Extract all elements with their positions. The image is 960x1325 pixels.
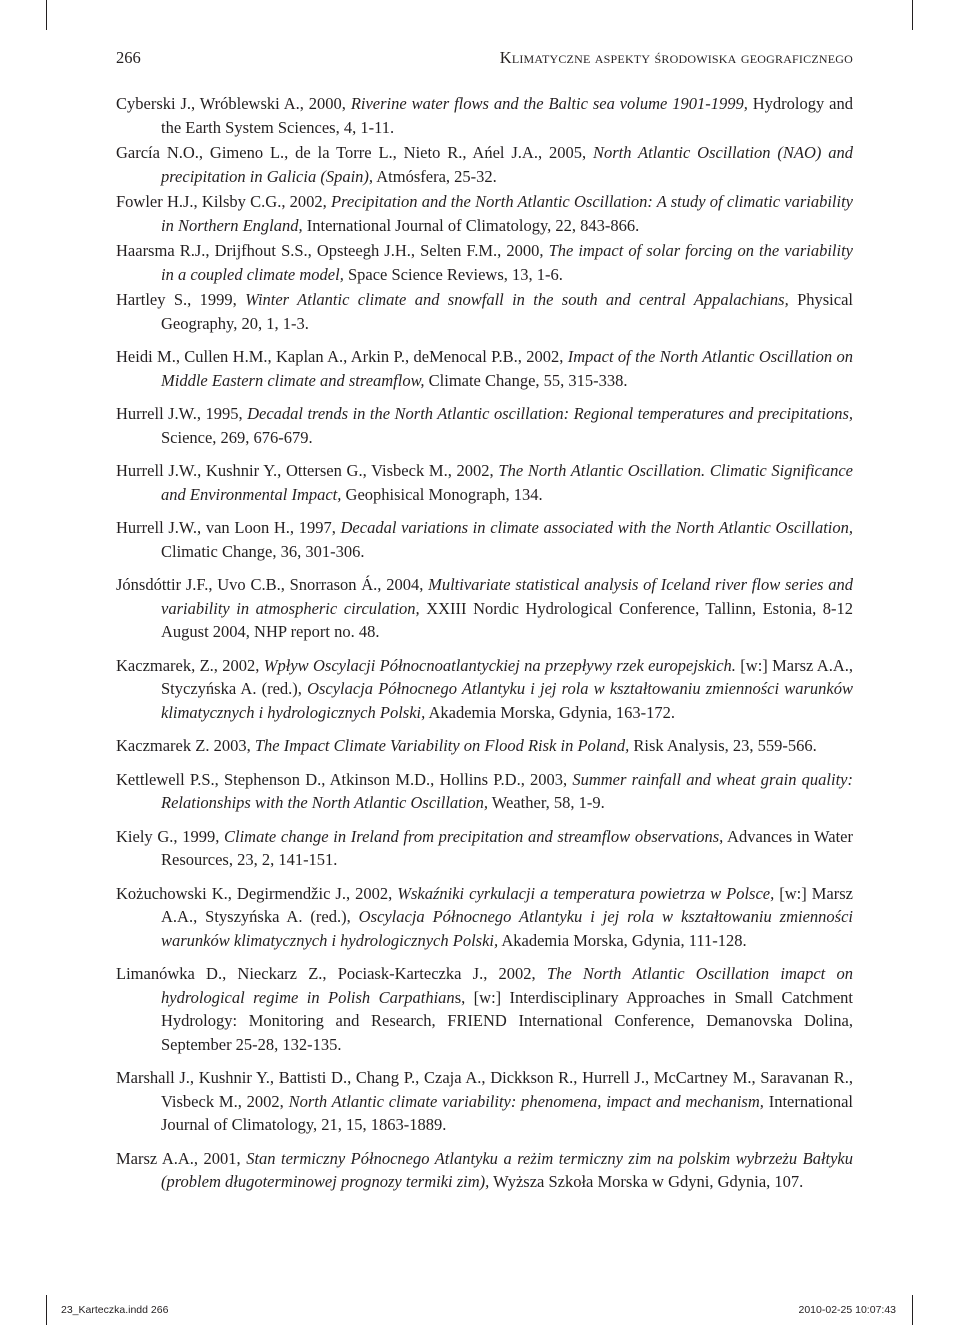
reference-title: Oscylacja Północnego Atlantyku i jej rola w kształtowaniu zmienności warunków klimatycznych i hydrologicznych Polski, bbox=[161, 907, 853, 950]
reference-title: Wskaźniki cyrkulacji a temperatura powietrza w Polsce, bbox=[397, 883, 775, 903]
reference-title: Summer rainfall and wheat grain quality: Relationships with the North Atlantic Oscillation, bbox=[161, 769, 854, 812]
reference-text: Akademia Morska, Gdynia, 111-128. bbox=[498, 930, 747, 950]
reference-title: Decadal variations in climate associated with the North Atlantic Oscillation, bbox=[340, 518, 853, 537]
reference-entry bbox=[116, 825, 853, 872]
reference-text: Hydrology and the Earth System Sciences, 4, 1-11. bbox=[161, 94, 853, 137]
reference-text: Geophisical Monograph, 134. bbox=[341, 484, 543, 504]
reference-text: Fowler H.J., Kilsby C.G., 2002, bbox=[116, 192, 332, 211]
running-title: Klimatyczne aspekty środowiska geograficznego bbox=[499, 48, 853, 67]
reference-entry bbox=[116, 345, 853, 392]
reference-title: Riverine water flows and the Baltic sea volume 1901-1999, bbox=[350, 94, 748, 113]
reference-text: Akademia Morska, Gdynia, 163-172. bbox=[425, 702, 675, 722]
reference-text: Cyberski J., Wróblewski A., 2000, bbox=[116, 94, 351, 113]
crop-mark-top-left bbox=[46, 0, 47, 30]
reference-text: Climatic Change, 36, 301-306. bbox=[161, 541, 365, 561]
reference-text: International Journal of Climatology, 21, 15, 1863-1889. bbox=[161, 1091, 853, 1134]
crop-mark-top-right bbox=[912, 0, 913, 30]
reference-text: Haarsma R.J., Drijfhout S.S., Opsteegh J.H., Selten F.M., 2000, bbox=[116, 241, 549, 260]
reference-entry bbox=[116, 288, 853, 335]
reference-text: Weather, 58, 1-9. bbox=[487, 793, 605, 812]
reference-entry bbox=[116, 962, 853, 1056]
reference-title: The North Atlantic Oscillation. Climatic Significance and Environmental Impact, bbox=[161, 461, 853, 504]
page-header bbox=[116, 44, 853, 72]
reference-title: The impact of solar forcing on the variability in a coupled climate model, bbox=[161, 241, 853, 284]
reference-text: García N.O., Gimeno L., de la Torre L., Nieto R., Ańel J.A., 2005, bbox=[116, 143, 593, 162]
reference-text: Space Science Reviews, 13, 1-6. bbox=[343, 264, 563, 284]
reference-text: International Journal of Climatology, 22, 843-866. bbox=[302, 215, 640, 235]
reference-entry bbox=[116, 239, 853, 286]
reference-entry bbox=[116, 459, 853, 506]
reference-title: Multivariate statistical analysis of Iceland river flow series and variability in atmospheric circulation, bbox=[161, 575, 853, 618]
reference-text: [w:] Marsz A.A., Styszyńska A. (red.), bbox=[161, 883, 853, 926]
print-footer bbox=[61, 1301, 896, 1319]
reference-text: Wyższa Szkoła Morska w Gdyni, Gdynia, 107. bbox=[489, 1172, 804, 1191]
reference-text: Science, 269, 676-679. bbox=[161, 427, 313, 447]
reference-title: Impact of the North Atlantic Oscillation on Middle Eastern climate and streamflow, bbox=[161, 347, 854, 390]
reference-title: Oscylacja Północnego Atlantyku i jej rola w kształtowaniu zmienności warunków klimatycznych i hydrologicznych Polski, bbox=[161, 679, 853, 722]
reference-title: Precipitation and the North Atlantic Oscillation: A study of climatic variability in Northern England, bbox=[161, 192, 853, 235]
reference-entry bbox=[116, 654, 853, 725]
reference-text: [w:] Marsz A.A., Styczyńska A. (red.), bbox=[161, 655, 853, 698]
reference-text: Kettlewell P.S., Stephenson D., Atkinson M.D., Hollins P.D., 2003, bbox=[116, 769, 573, 789]
reference-text: Hurrell J.W., van Loon H., 1997, bbox=[116, 518, 341, 537]
reference-entry bbox=[116, 882, 853, 953]
reference-text: Hartley S., 1999, bbox=[116, 290, 246, 309]
reference-title: North Atlantic Oscillation (NAO) and precipitation in Galicia (Spain), bbox=[161, 143, 853, 186]
reference-text: Atmósfera, 25-32. bbox=[373, 166, 497, 186]
reference-title: North Atlantic climate variability: phenomena, impact and mechanism, bbox=[288, 1091, 764, 1111]
reference-text: Kiely G., 1999, bbox=[116, 826, 224, 846]
reference-text: Kaczmarek Z. 2003, bbox=[116, 736, 255, 755]
reference-text: Risk Analysis, 23, 559-566. bbox=[629, 736, 817, 755]
reference-title: The North Atlantic Oscillation imapct on hydrological regime in Polish Carpathian bbox=[161, 964, 853, 1007]
reference-entry bbox=[116, 190, 853, 237]
reference-title: Decadal trends in the North Atlantic oscillation: Regional temperatures and precipitations, bbox=[247, 404, 853, 423]
reference-text: Marshall J., Kushnir Y., Battisti D., Chang P., Czaja A., Dickkson R., Hurrell J., McCartney M., Saravanan R., Visbeck M., 2002, bbox=[116, 1068, 853, 1111]
reference-entry bbox=[116, 1066, 853, 1137]
reference-entry bbox=[116, 516, 853, 563]
reference-text: Marsz A.A., 2001, bbox=[116, 1148, 247, 1168]
reference-text: s, [w:] Interdisciplinary Approaches in Small Catchment Hydrology: Monitoring and Research, FRIEND International Conference, Demanovska Dolina, September 25-28, 132-135. bbox=[161, 987, 853, 1054]
crop-mark-bottom-right bbox=[912, 1295, 913, 1325]
reference-title: The Impact Climate Variability on Flood Risk in Poland, bbox=[254, 736, 630, 755]
reference-text: Hurrell J.W., Kushnir Y., Ottersen G., Visbeck M., 2002, bbox=[116, 461, 499, 480]
reference-text: Kaczmarek, Z., 2002, bbox=[116, 655, 264, 675]
reference-entry bbox=[116, 573, 853, 644]
reference-entry bbox=[116, 734, 853, 758]
footer-timestamp: 2010-02-25 10:07:43 bbox=[798, 1304, 896, 1316]
reference-text: Kożuchowski K., Degirmendžic J., 2002, bbox=[116, 883, 398, 903]
reference-list bbox=[116, 92, 853, 1204]
reference-text: Advances in Water Resources, 23, 2, 141-151. bbox=[161, 826, 853, 869]
reference-text: Climate Change, 55, 315-338. bbox=[424, 370, 628, 390]
reference-text: Limanówka D., Nieckarz Z., Pociask-Karteczka J., 2002, bbox=[116, 964, 547, 983]
reference-text: Physical Geography, 20, 1, 1-3. bbox=[161, 290, 853, 333]
reference-text: Jónsdóttir J.F., Uvo C.B., Snorrason Á., 2004, bbox=[116, 575, 429, 594]
footer-file-name: 23_Karteczka.indd 266 bbox=[61, 1304, 169, 1316]
reference-entry bbox=[116, 141, 853, 188]
reference-title: Climate change in Ireland from precipitation and streamflow observations, bbox=[224, 826, 724, 846]
reference-title: Winter Atlantic climate and snowfall in the south and central Appalachians, bbox=[245, 290, 789, 309]
reference-title: Wpływ Oscylacji Północnoatlantyckiej na przepływy rzek europejskich. bbox=[263, 655, 736, 675]
crop-mark-bottom-left bbox=[46, 1295, 47, 1325]
reference-entry bbox=[116, 92, 853, 139]
reference-text: Hurrell J.W., 1995, bbox=[116, 404, 248, 423]
reference-text: XXIII Nordic Hydrological Conference, Tallinn, Estonia, 8-12 August 2004, NHP report no. 48. bbox=[161, 598, 853, 641]
reference-text: Heidi M., Cullen H.M., Kaplan A., Arkin P., deMenocal P.B., 2002, bbox=[116, 347, 568, 366]
reference-entry bbox=[116, 768, 853, 815]
page-number: 266 bbox=[116, 48, 141, 67]
reference-entry bbox=[116, 402, 853, 449]
reference-title: Stan termiczny Północnego Atlantyku a reżim termiczny zim na polskim wybrzeżu Bałtyku (problem długoterminowej prognozy termiki zim), bbox=[161, 1148, 854, 1191]
reference-entry bbox=[116, 1147, 853, 1194]
